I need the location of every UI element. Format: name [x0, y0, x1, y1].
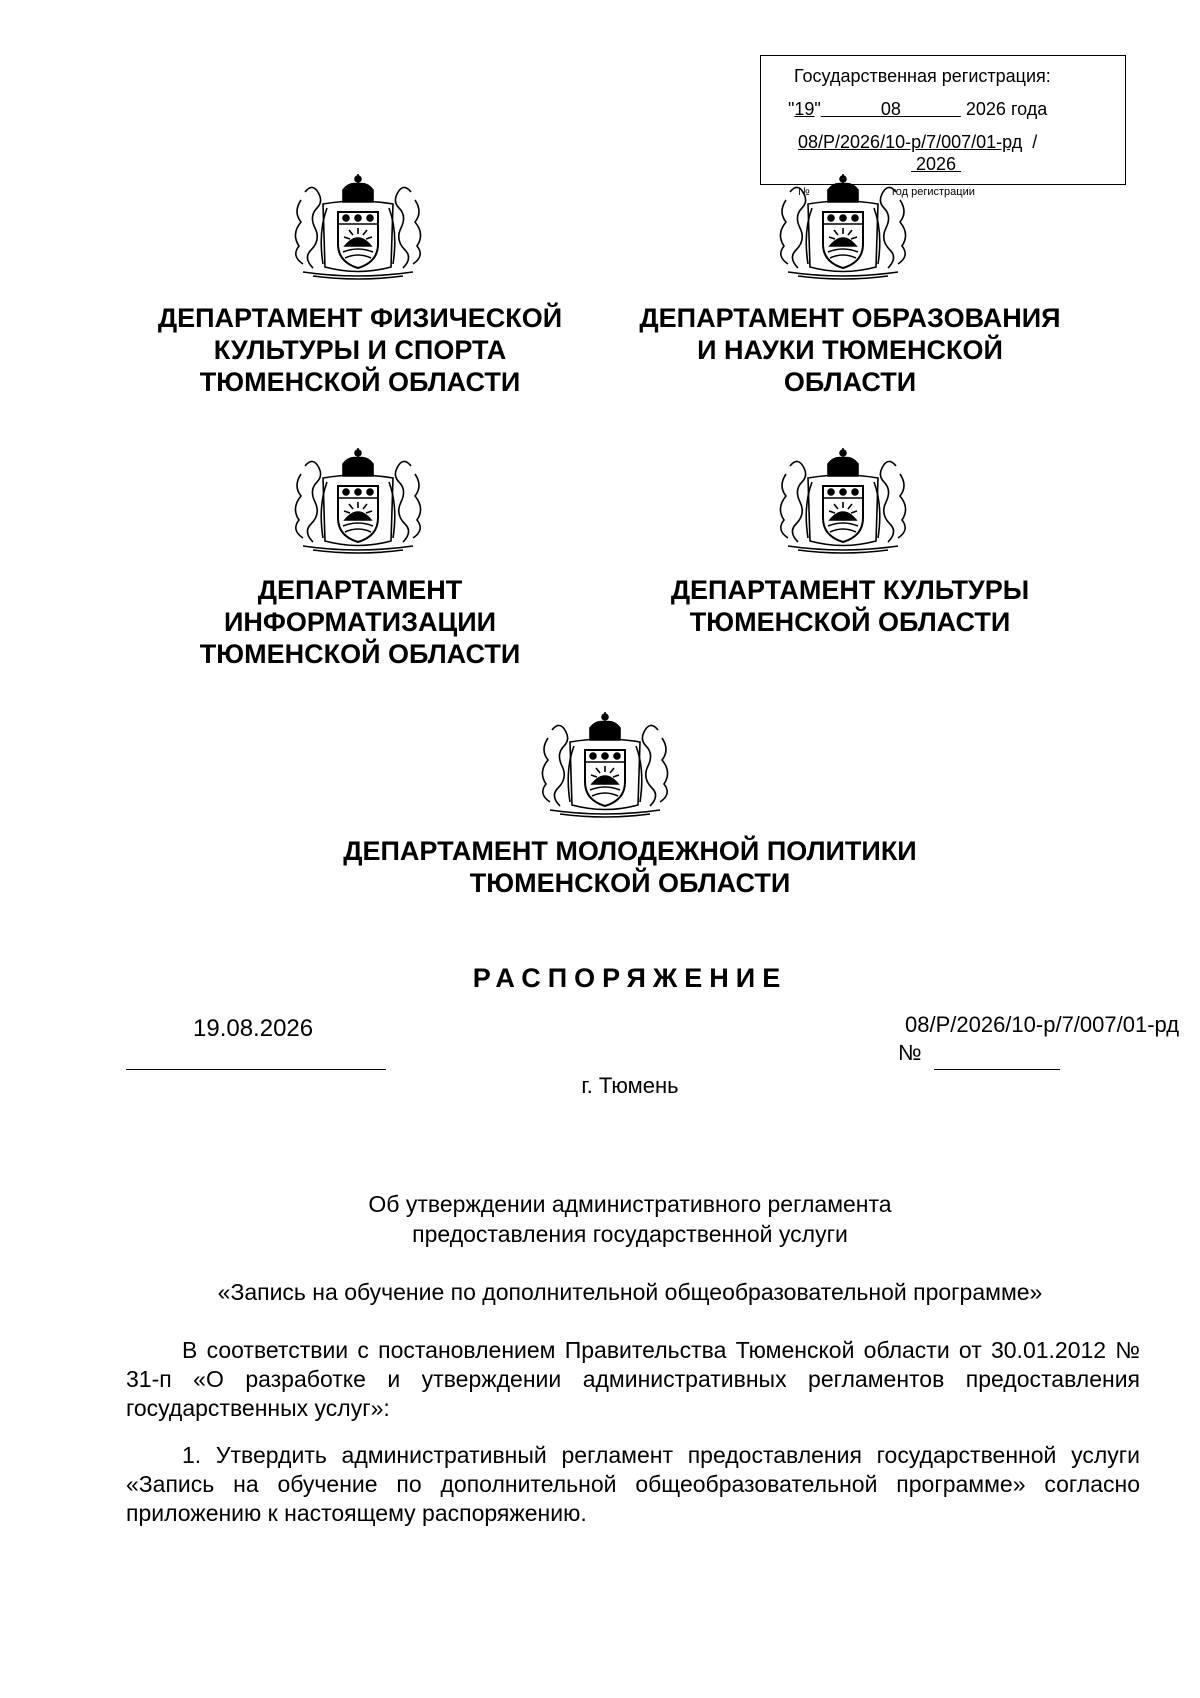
stamp-caption-year: год регистрации — [892, 186, 975, 198]
registration-date: "19" 08 2026 года — [788, 99, 1048, 119]
stamp-caption-number: № — [798, 186, 810, 198]
coat-of-arms-emblem — [768, 172, 918, 282]
subject-line-3: «Запись на обучение по дополнительной общеобразовательной программе» — [217, 1279, 1043, 1305]
registration-stamp — [760, 55, 1126, 185]
order-number: 08/Р/2026/10-р/7/007/01-рд — [905, 1012, 1180, 1037]
preamble-text: В соответствии с постановлением Правительства Тюменской области от 30.01.2012 № 31-п «О разработке и утверждении административных регламентов предоставления государственных услуг»: — [126, 1337, 1140, 1421]
registration-heading: Государственная регистрация: — [794, 66, 1051, 86]
order-date-underline — [126, 1069, 386, 1070]
registration-reg-year: 2026 — [916, 154, 957, 174]
department-culture: ДЕПАРТАМЕНТ КУЛЬТУРЫ ТЮМЕНСКОЙ ОБЛАСТИ — [670, 575, 1030, 637]
registration-number-line: 08/Р/2026/10-р/7/007/01-рд / — [798, 132, 1038, 152]
coat-of-arms-emblem — [283, 446, 433, 556]
order-city: г. Тюмень — [581, 1073, 679, 1098]
registration-year-line — [911, 154, 961, 175]
department-education: ДЕПАРТАМЕНТ ОБРАЗОВАНИЯ И НАУКИ ТЮМЕНСКОЙ ОБЛАСТИ — [639, 303, 1061, 397]
registration-year-suffix: года — [1010, 99, 1048, 119]
order-number-underline — [934, 1069, 1060, 1070]
subject-line-1: Об утверждении административного регламента — [368, 1191, 892, 1217]
coat-of-arms-emblem — [530, 710, 680, 820]
order-title: РАСПОРЯЖЕНИЕ — [472, 963, 788, 993]
registration-month: 08 — [880, 99, 901, 119]
item-1-text: 1. Утвердить административный регламент предоставления государственной услуги «Запись на обучение по дополнительной общеобразовательной программе» согласно приложению к настоящему распоряжению. — [126, 1442, 1140, 1526]
registration-number: 08/Р/2026/10-р/7/007/01-рд — [798, 132, 1023, 152]
preamble-paragraph — [126, 1336, 1140, 1423]
item-1-paragraph — [126, 1441, 1140, 1528]
department-informatization: ДЕПАРТАМЕНТ ИНФОРМАТИЗАЦИИ ТЮМЕНСКОЙ ОБЛАСТИ — [199, 575, 521, 669]
order-number-sign: № — [898, 1040, 922, 1065]
department-youth-policy: ДЕПАРТАМЕНТ МОЛОДЕЖНОЙ ПОЛИТИКИ ТЮМЕНСКОЙ ОБЛАСТИ — [343, 836, 917, 898]
department-sport: ДЕПАРТАМЕНТ ФИЗИЧЕСКОЙ КУЛЬТУРЫ И СПОРТА ТЮМЕНСКОЙ ОБЛАСТИ — [157, 303, 563, 397]
coat-of-arms-emblem — [768, 446, 918, 556]
registration-day: 19 — [794, 99, 815, 119]
order-date: 19.08.2026 — [193, 1015, 314, 1042]
subject-line-2: предоставления государственной услуги — [412, 1221, 848, 1247]
registration-year: 2026 — [965, 99, 1006, 119]
coat-of-arms-emblem — [283, 172, 433, 282]
